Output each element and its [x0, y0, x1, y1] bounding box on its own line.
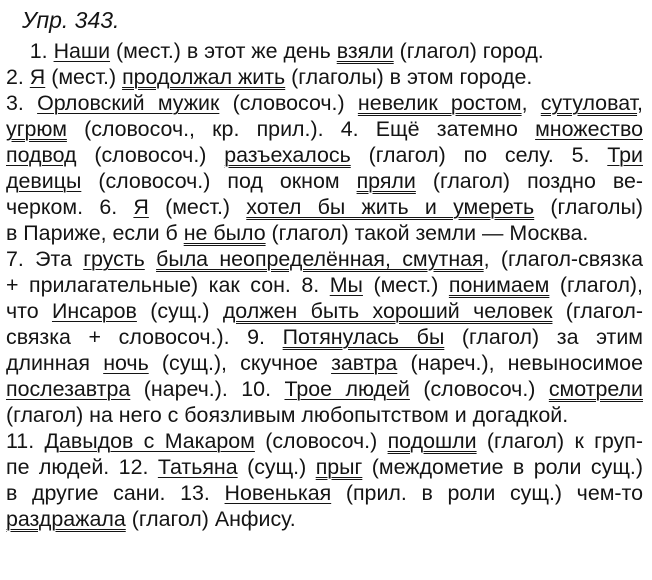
text-run: (глагол) к груп-: [476, 429, 643, 453]
single-underlined-word: завтра: [331, 351, 398, 375]
text-line: [6, 220, 643, 246]
single-underlined-word: Инсаров: [51, 299, 137, 323]
text-run: (сущ.), скучное: [148, 351, 332, 375]
double-underlined-word: понимаем: [448, 273, 550, 297]
double-underlined-word: продолжал жить: [122, 65, 286, 89]
single-underlined-word: грусть: [83, 247, 145, 271]
text-line: [6, 246, 643, 272]
double-underlined-word: была неопределённая, смутная: [156, 247, 484, 271]
single-underlined-word: Орловский мужик: [37, 91, 220, 115]
double-underlined-word: Потянулась бы: [282, 325, 445, 349]
text-run: что: [6, 299, 52, 323]
text-run: (глагол) за этим: [444, 325, 643, 349]
text-run: пе людей. 12.: [6, 455, 158, 479]
text-line: [6, 64, 643, 90]
text-run: (глагол) Анфису.: [125, 507, 296, 531]
text-line: [6, 454, 643, 480]
text-run: (глагол) такой земли — Москва.: [265, 221, 589, 245]
text-line: [6, 506, 643, 532]
text-run: (словосоч.): [409, 377, 549, 401]
text-line: [6, 194, 643, 220]
double-underlined-word: невелик ростом: [357, 91, 522, 115]
single-underlined-word: ночь: [103, 351, 149, 375]
single-underlined-word: послезавтра: [6, 377, 131, 401]
text-run: черком. 6.: [6, 195, 134, 219]
text-run: ,: [521, 91, 541, 115]
single-underlined-word: Мы: [329, 273, 363, 297]
text-run: (прил. в роли сущ.) чем-то: [331, 481, 643, 505]
text-run: (нареч.), невыносимое: [397, 351, 643, 375]
text-run: в другие сани. 13.: [6, 481, 225, 505]
text-line: [6, 168, 643, 194]
text-run: (мест.): [45, 65, 123, 89]
double-underlined-word: сутуловат: [540, 91, 638, 115]
text-run: длинная: [6, 351, 104, 375]
double-underlined-word: подошли: [387, 429, 477, 453]
single-underlined-word: Новенькая: [224, 481, 332, 505]
text-run: (глагол) город.: [393, 39, 544, 63]
text-line: [6, 116, 643, 142]
single-underlined-word: Трое людей: [284, 377, 410, 401]
text-run: в Париже, если б: [6, 221, 184, 245]
double-underlined-word: прыг: [315, 455, 363, 479]
text-line: [6, 298, 643, 324]
text-run: (словосоч.) под окном: [81, 169, 357, 193]
text-run: (глагол) на него с боязливым любопытством и догадкой.: [6, 403, 569, 427]
text-run: 1.: [6, 39, 54, 63]
text-run: (мест.): [362, 273, 449, 297]
double-underlined-word: хотел бы жить и умереть: [246, 195, 535, 219]
double-underlined-word: смотрели: [548, 377, 643, 401]
text-run: (междометие в роли сущ.): [362, 455, 643, 479]
double-underlined-word: пряли: [356, 169, 416, 193]
text-run: (словосоч., кр. прил.). 4. Ещё затемно: [66, 117, 536, 141]
text-line: [6, 324, 643, 350]
single-underlined-word: Я: [29, 65, 46, 89]
single-underlined-word: Я: [133, 195, 149, 219]
text-run: (мест.): [148, 195, 247, 219]
single-underlined-word: подвод: [6, 143, 77, 167]
text-line: [6, 142, 643, 168]
double-underlined-word: не было: [183, 221, 266, 245]
text-run: 11.: [6, 429, 45, 453]
text-run: ,: [637, 91, 643, 115]
double-underlined-word: взяли: [336, 39, 394, 63]
text-run: 3.: [6, 91, 38, 115]
single-underlined-word: Наши: [53, 39, 111, 63]
text-run: (словосоч.): [219, 91, 358, 115]
text-run: , (глагол-связка: [483, 247, 643, 271]
text-line: [6, 376, 643, 402]
single-underlined-word: Давыдов с Макаром: [44, 429, 255, 453]
single-underlined-word: множество: [535, 117, 643, 141]
text-run: (словосоч.): [254, 429, 388, 453]
single-underlined-word: Три: [607, 143, 643, 167]
text-run: связка + словосоч.). 9.: [6, 325, 283, 349]
text-run: (глаголы) в этом городе.: [285, 65, 533, 89]
text-run: 7. Эта: [6, 247, 84, 271]
text-run: 2.: [6, 65, 30, 89]
text-line: [6, 480, 643, 506]
single-underlined-word: девицы: [6, 169, 82, 193]
text-run: (сущ.): [237, 455, 316, 479]
double-underlined-word: разъехалось: [224, 143, 351, 167]
text-run: (глагол) по селу. 5.: [350, 143, 608, 167]
double-underlined-word: раздражала: [6, 507, 126, 531]
exercise-title: Упр. 343.: [22, 7, 120, 33]
text-run: (глаголы): [534, 195, 643, 219]
text-run: + прилагательные) как сон. 8.: [6, 273, 330, 297]
double-underlined-word: должен быть хороший человек: [222, 299, 553, 323]
text-run: [145, 247, 156, 271]
text-run: (сущ.): [136, 299, 223, 323]
text-line: [6, 402, 643, 428]
text-line: [6, 272, 643, 298]
text-run: (глагол),: [549, 273, 643, 297]
text-run: (нареч.). 10.: [130, 377, 285, 401]
text-run: (глагол-: [552, 299, 643, 323]
text-run: (глагол) поздно ве-: [415, 169, 643, 193]
text-run: (мест.) в этот же день: [110, 39, 337, 63]
text-line: [6, 428, 643, 454]
text-line: [6, 38, 643, 64]
text-line: [6, 90, 643, 116]
text-run: (словосоч.): [76, 143, 225, 167]
single-underlined-word: Татьяна: [157, 455, 238, 479]
double-underlined-word: угрюм: [6, 117, 67, 141]
text-line: [6, 350, 643, 376]
